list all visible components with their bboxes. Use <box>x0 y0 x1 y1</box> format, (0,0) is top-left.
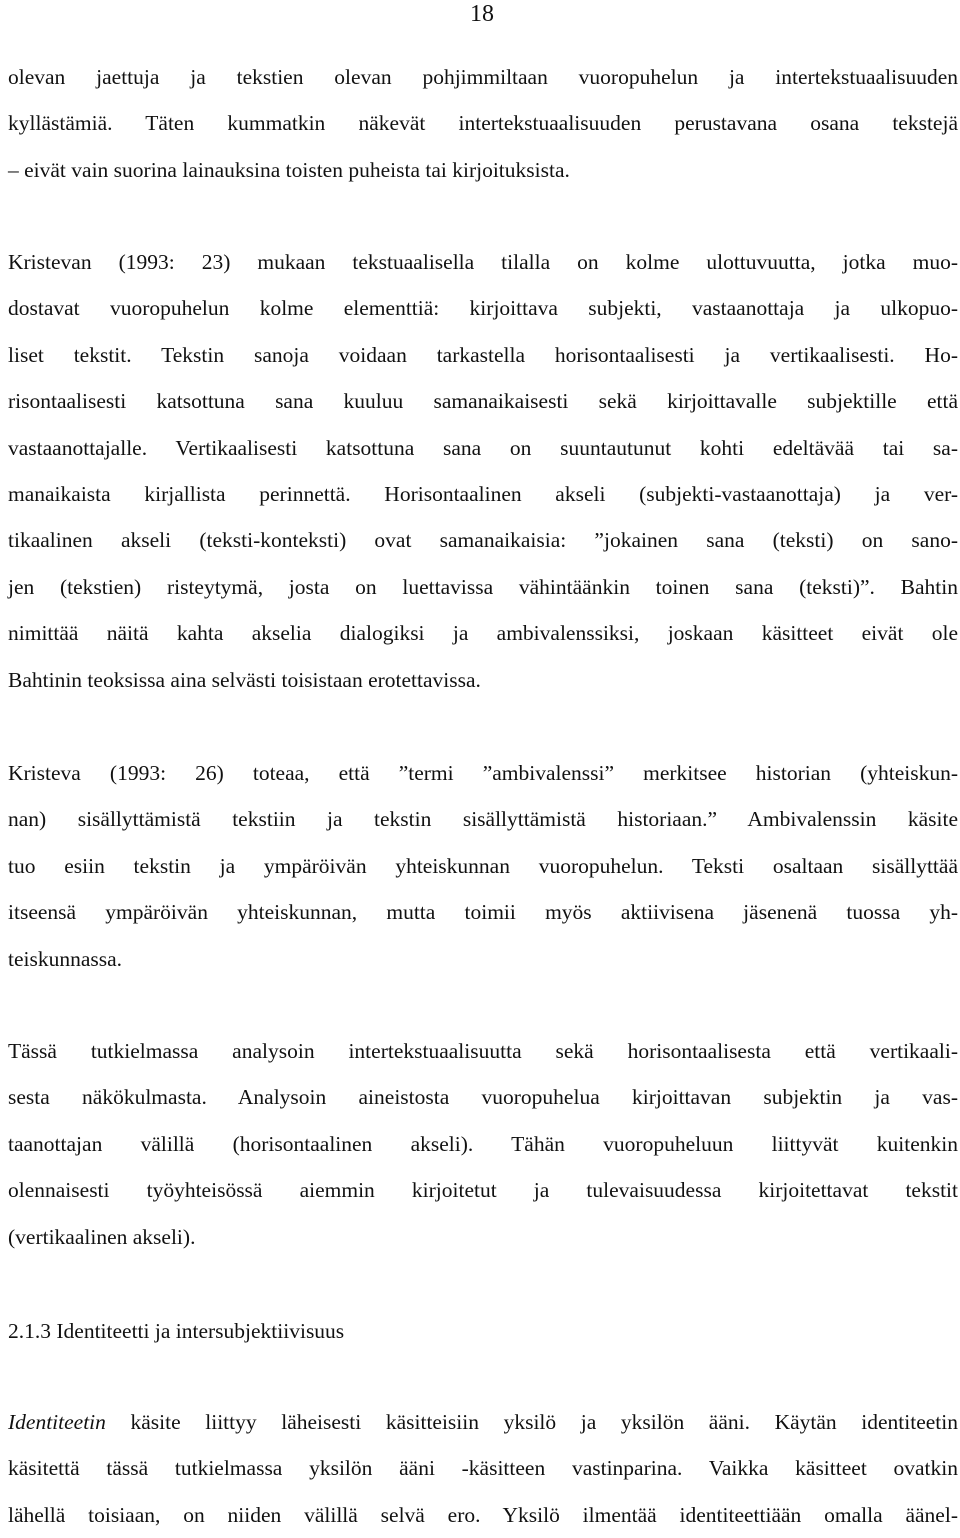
text-line: (vertikaalinen akseli). <box>8 1224 196 1249</box>
text-line: sesta näkökulmasta. Analysoin aineistosta vuoropuhelua kirjoittavan subjektin ja vas- <box>8 1085 958 1110</box>
text-line: teiskunnassa. <box>8 946 123 971</box>
text-line: jen (tekstien) risteytymä, josta on luettavissa vähintäänkin toinen sana (teksti)”. Bahtin <box>8 574 958 599</box>
text-line: olennaisesti työyhteisössä aiemmin kirjoitetut ja tulevaisuudessa kirjoitettavat tekstit <box>8 1178 958 1203</box>
section-heading: 2.1.3 Identiteetti ja intersubjektiivisuus <box>8 1319 345 1343</box>
text-line: – eivät vain suorina lainauksina toisten puheista tai kirjoituksista. <box>8 157 570 182</box>
text-line: manaikaista kirjallista perinnettä. Horisontaalinen akseli (subjekti-vastaanottaja) ja ver- <box>8 481 958 506</box>
italic-term: Identiteetin <box>8 1410 106 1434</box>
text-line: vastaanottajalle. Vertikaalisesti katsottuna sana on suuntautunut kohti edeltävää tai sa- <box>8 435 958 460</box>
text-line: olevan jaettuja ja tekstien olevan pohjimmiltaan vuoropuhelun ja intertekstuaalisuuden <box>8 65 958 89</box>
text-line: nimittää näitä kahta akselia dialogiksi ja ambivalenssiksi, joskaan käsitteet eivät ole <box>8 621 958 646</box>
text-line <box>8 1399 958 1445</box>
paragraph-ambivalence <box>8 750 958 982</box>
paragraph-kristeva-textual-space <box>8 239 958 703</box>
paragraph-study-approach <box>8 1028 958 1260</box>
text-line: tuo esiin tekstin ja ympäröivän yhteiskunnan vuoropuhelun. Teksti osaltaan sisällyttää <box>8 853 958 878</box>
text-line: risontaalisesti katsottuna sana kuuluu samanaikaisesti sekä kirjoittavalle subjektille että <box>8 389 958 414</box>
text-line: Tässä tutkielmassa analysoin intertekstuaalisuutta sekä horisontaalisesta että vertikaali- <box>8 1039 958 1063</box>
paragraph-identity <box>8 1399 958 1538</box>
text-line: tikaalinen akseli (teksti-konteksti) ovat samanaikaisia: ”jokainen sana (teksti) on sano- <box>8 528 958 553</box>
text-line: nan) sisällyttämistä tekstiin ja tekstin sisällyttämistä historiaan.” Ambivalenssin käsite <box>8 807 958 832</box>
text-line: Kristeva (1993: 26) toteaa, että ”termi ”ambivalenssi” merkitsee historian (yhteiskun- <box>8 761 958 785</box>
text-line: lähellä toisiaan, on niiden välillä selvä ero. Yksilö ilmentää identiteettiään omalla äänel- <box>8 1502 958 1527</box>
text-segment: käsite liittyy läheisesti käsitteisiin yksilö ja yksilön ääni. Käytän identiteetin <box>105 1410 958 1434</box>
text-line: Bahtinin teoksissa aina selvästi toisistaan erotettavissa. <box>8 667 481 692</box>
text-line: taanottajan välillä (horisontaalinen akseli). Tähän vuoropuheluun liittyvät kuitenkin <box>8 1131 958 1156</box>
text-line: Kristevan (1993: 23) mukaan tekstuaalisella tilalla on kolme ulottuvuutta, jotka muo- <box>8 250 958 274</box>
text-line: käsitettä tässä tutkielmassa yksilön ääni -käsitteen vastinparina. Vaikka käsitteet ovatkin <box>8 1456 958 1481</box>
text-line: itseensä ympäröivän yhteiskunnan, mutta toimii myös aktiivisena jäsenenä tuossa yh- <box>8 900 958 925</box>
text-line: liset tekstit. Tekstin sanoja voidaan tarkastella horisontaalisesti ja vertikaalisesti. Ho- <box>8 342 958 367</box>
paragraph-intertextuality-intro <box>8 54 958 193</box>
page-number: 18 <box>470 1 494 27</box>
text-line: kyllästämiä. Täten kummatkin näkevät intertekstuaalisuuden perustavana osana tekstejä <box>8 111 958 136</box>
text-line: dostavat vuoropuhelun kolme elementtiä: kirjoittava subjekti, vastaanottaja ja ulkopuo- <box>8 296 958 321</box>
